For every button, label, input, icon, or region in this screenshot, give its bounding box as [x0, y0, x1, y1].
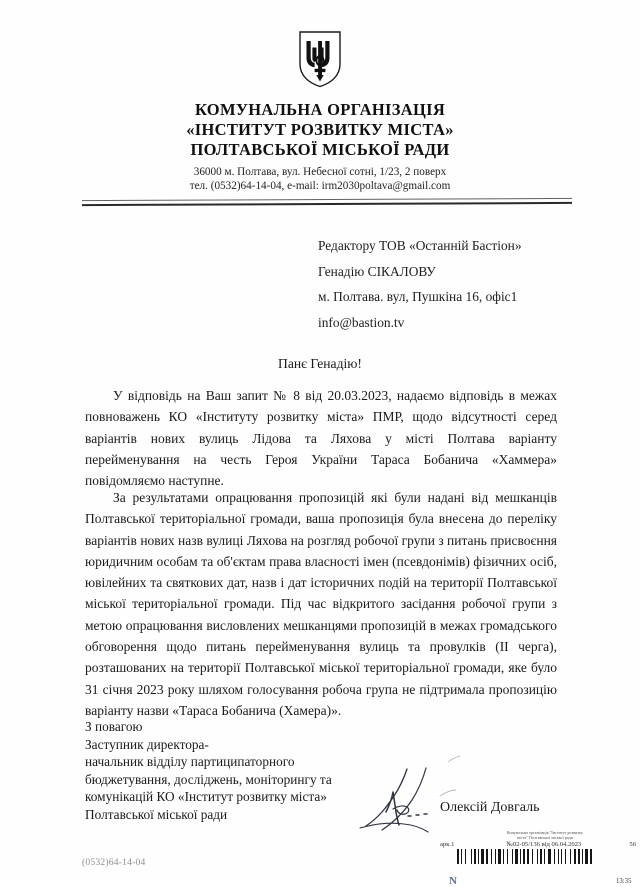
- signature-closing: З повагою: [85, 719, 143, 734]
- ukrainian-trident-emblem: [297, 30, 343, 88]
- signer-name: Олексій Довгаль: [440, 800, 540, 815]
- signature-title-line-4: комунікацій КО «Інститут розвитку міста»: [85, 789, 327, 805]
- signature-block: [85, 718, 332, 824]
- addressee-address: м. Полтава. вул, Пушкіна 16, офіс1: [318, 289, 518, 304]
- letterhead: [0, 30, 640, 193]
- addressee-block: [318, 233, 608, 335]
- stamp-sheet-label: арк.1: [440, 841, 455, 849]
- signature-title-line-2: начальник відділу партиципаторного: [85, 754, 295, 770]
- stamp-reference-line: [440, 841, 636, 848]
- letterhead-divider: [82, 198, 572, 206]
- stamp-organization: [454, 831, 636, 840]
- organization-name-line-3: ПОЛТАВСЬКОЇ МІСЬКОЇ РАДИ: [190, 140, 450, 159]
- footer-phone: (0532)64-14-04: [82, 857, 146, 868]
- paragraph-2-text: За результатами опрацювання пропозицій які були надані від мешканців Полтавської територіальної громади, ваша пропозиція була внесена до переліку варіантів нових назв вулиці Ляхова на розгляд робочої групи з питань присвоєння юридичним особам та об'єктам права власності імен (псевдонімів) фізичних осіб, ювілейних та святкових дат, назв і дат історичних подій на території Полтавської міської територіальної громади. Під час відкритого засідання робочої групи з метою опрацювання висловлених мешканцями пропозицій в межах громадського обговорення щодо питань перейменування вулиць та провулків (II черга), розташованих на території Полтавської міської територіальної громади, яке було 31 січня 2023 року шляхом голосування робоча група не підтримала пропозицію варіанту назви «Тараса Бобанича (Хамера)».: [85, 490, 557, 718]
- letter-paragraph-2: [85, 487, 557, 731]
- stamp-letter-mark: N: [449, 875, 457, 887]
- addressee-email: info@bastion.tv: [318, 314, 405, 330]
- registration-stamp: [440, 831, 636, 887]
- divider-thin-rule: [82, 198, 572, 201]
- organization-address: 36000 м. Полтава, вул. Небесної сотні, 1/23, 2 поверх: [193, 166, 447, 178]
- stamp-time: 13:35: [616, 878, 632, 885]
- stamp-incoming-number: 56: [629, 841, 636, 849]
- signature-title-line-3: бюджетування, досліджень, моніторингу та: [85, 771, 332, 787]
- organization-phone-email: тел. (0532)64-14-04, e-mail: irm2030poltava@gmail.com: [189, 180, 451, 192]
- signature-title-line-5: Полтавської міської ради: [85, 806, 228, 822]
- signature-title-line-1: Заступник директора-: [85, 736, 209, 752]
- paragraph-1-text: У відповідь на Ваш запит № 8 від 20.03.2023, надаємо відповідь в межах повноважень КО «Інституту розвитку міста» ПМР, щодо відсутності серед варіантів нових вулиць Лідова та Ляхова у місті Полтава варіанту перейменування на честь Героя України Тараса Бобанича «Хаммера» повідомляємо наступне.: [85, 388, 557, 489]
- letter-paragraph-1: [85, 385, 557, 501]
- addressee-recipient-name: Генадію СІКАЛОВУ: [318, 263, 436, 279]
- divider-thick-rule: [82, 201, 572, 206]
- stamp-organization-line-1: Комунальна організація "Інститут розвитку: [506, 831, 584, 835]
- barcode: [457, 849, 621, 864]
- addressee-recipient-org: Редактору ТОВ «Останній Бастіон»: [318, 238, 522, 253]
- letter-greeting: Панє Генадію!: [278, 356, 362, 371]
- organization-name-line-2: «ІНСТИТУТ РОЗВИТКУ МІСТА»: [186, 120, 454, 139]
- organization-name-line-1: КОМУНАЛЬНА ОРГАНІЗАЦІЯ: [194, 100, 446, 119]
- organization-contacts: [0, 165, 640, 193]
- stamp-organization-line-2: міста" Полтавської міської ради: [516, 835, 573, 840]
- stamp-reference-number: №02-05/136 від 06.04.2023: [506, 841, 582, 849]
- organization-name: [0, 100, 640, 160]
- handwritten-signature: [352, 742, 482, 838]
